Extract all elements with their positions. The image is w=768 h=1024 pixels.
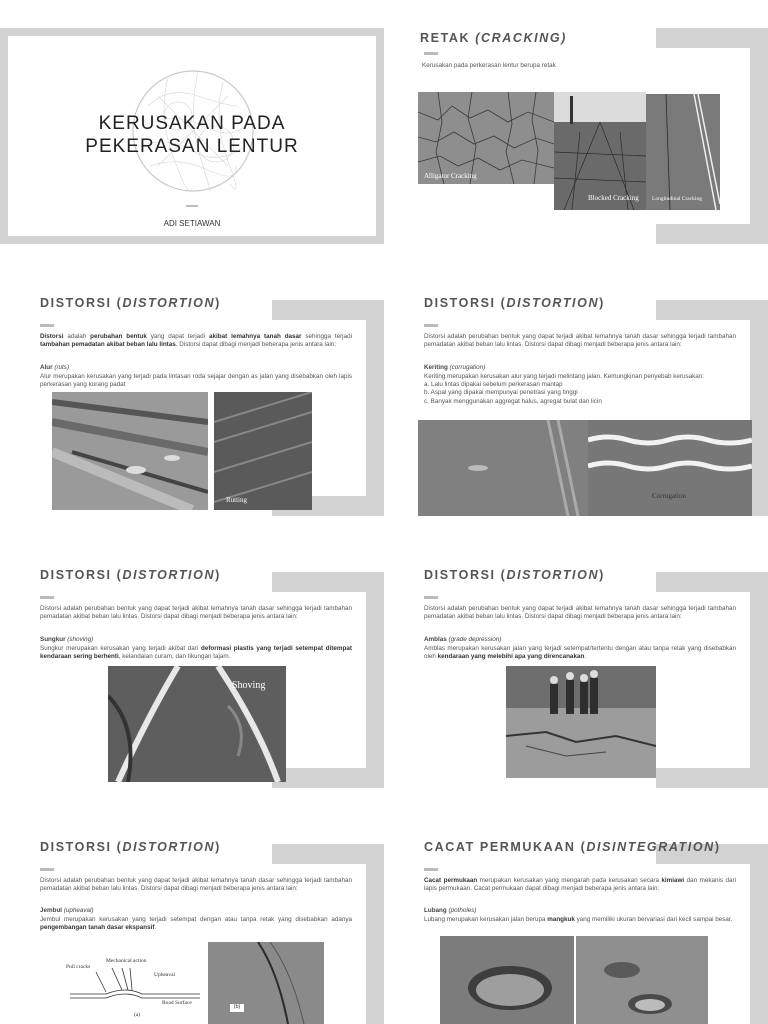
slide-title: DISTORSI (DISTORTION) — [40, 568, 221, 582]
lubang-heading: Lubang (potholes) — [424, 907, 477, 914]
photo-grade-depression — [506, 666, 656, 778]
cover-title-line-2: PEKERASAN LENTUR — [85, 136, 299, 157]
photo-rutting — [214, 392, 312, 510]
cover-title-line-1: KERUSAKAN PADA — [98, 113, 286, 134]
slide-title: CACAT PERMUKAAN (DISINTEGRATION) — [424, 840, 721, 854]
diagram-label: Road Surface — [162, 1000, 192, 1006]
title-text: DISTORSI — [40, 568, 112, 582]
caption: Blocked Cracking — [588, 194, 639, 202]
title-dash — [424, 596, 438, 599]
photo-corrugation-wet — [418, 420, 588, 516]
title-italic: DISTORTION — [122, 296, 216, 310]
caption: Shoving — [232, 680, 266, 691]
list-item: a. Lalu lintas dipakai sebelum perkerasan mantap — [424, 381, 563, 389]
intro-text: Distorsi adalah perubahan bentuk yang dapat terjadi akibat lemahnya tanah dasar sehingga terjadi tambahan pemadatan akibat beban lalu lintas. Distorsi dapat dibagi menjadi beberapa jenis antara lain: — [424, 333, 736, 349]
photo-upheaval — [208, 942, 324, 1024]
alur-desc: Alur merupakan kerusakan yang terjadi pada lintasan roda sejajar dengan as jalan yang disebabkan oleh lapis perkerasan yang kurang padat — [40, 373, 352, 389]
photo-longitudinal-cracking — [646, 94, 720, 210]
title-dash — [40, 596, 54, 599]
slide-jembul — [0, 816, 384, 1024]
retak-desc: Kerusakan pada perkerasan lentur berupa retak — [422, 62, 556, 69]
title-text: DISTORSI — [424, 568, 496, 582]
list-item: b. Aspal yang dipakai mempunyai penetrasi yang tinggi — [424, 389, 578, 397]
title-dash — [40, 868, 54, 871]
slide-title: DISTORSI (DISTORTION) — [40, 296, 221, 310]
diagram-label: (b) — [230, 1004, 244, 1012]
slide-title — [420, 31, 567, 45]
photo-alligator-cracking — [418, 92, 554, 184]
cover-dash — [186, 205, 198, 207]
cover-author: ADI SETIAWAN — [163, 219, 221, 228]
amblas-heading: Amblas (grade depression) — [424, 636, 502, 643]
list-item: c. Banyak menggunakan aggregat halus, agregat bulat dan licin — [424, 397, 602, 405]
jembul-desc: Jembul merupakan kerusakan yang terjadi setempat dengan atau tanpa retak yang disebabkan adanya pengembangan tanah dasar ekspansif. — [40, 916, 352, 932]
slide-alur — [0, 272, 384, 544]
title-italic: DISTORTION — [506, 568, 600, 582]
caption: Longitudinal Cracking — [652, 196, 702, 202]
intro-text: Cacat permukaan merupakan kerusakan yang mengarah pada kerusakan secara kimiawi dan mekanis dari lapis permukaan. Cacat permukaan dapat dibagi menjadi beberapa jenis antara lain: — [424, 877, 737, 893]
caption: Corrugation — [652, 492, 686, 500]
intro-text: Distorsi adalah perubahan bentuk yang dapat terjadi akibat lemahnya tanah dasar sehingga terjadi tambahan pemadatan akibat beban lalu lintas. Distorsi dapat dibagi menjadi beberapa jenis antara lain: — [40, 877, 352, 893]
upheaval-diagram — [66, 942, 204, 1024]
title-text: DISTORSI — [40, 296, 112, 310]
caption: Rutting — [226, 496, 248, 504]
sungkur-desc: Sungkur merupakan kerusakan yang terjadi akibat dari deformasi plastis yang terjadi setempat ditempat kendaraan sering berhenti, kelandaian curam, dan tikungan tajam. — [40, 645, 352, 661]
title-italic: (CRACKING) — [475, 31, 567, 45]
intro-text: Distorsi adalah perubahan bentuk yang dapat terjadi akibat lemahnya tanah dasar sehingga terjadi tambahan pemadatan akibat beban lalu lintas. Distorsi dapat dibagi menjadi beberapa jenis antara lain: — [40, 333, 352, 349]
keriting-heading: Keriting (corrugation) — [424, 364, 486, 371]
keriting-desc: Keriting merupakan kerusakan alur yang terjadi melintang jalan. Kemungkinan penyebab kerusakan: a. Lalu lintas dipakai sebelum perkerasan mantap b. Aspal yang dipakai mempunyai penetrasi yang tinggi c. Banyak menggunakan aggregat halus, agregat bulat dan licin — [424, 373, 736, 406]
photo-blocked-cracking — [554, 92, 646, 210]
intro-text: Distorsi adalah perubahan bentuk yang dapat terjadi akibat lemahnya tanah dasar sehingga terjadi tambahan pemadatan akibat beban lalu lintas. Distorsi dapat dibagi menjadi beberapa jenis antara lain: — [40, 605, 352, 621]
diagram-label: Upheaval — [154, 972, 176, 978]
title-dash — [424, 52, 438, 55]
slide-retak — [384, 0, 768, 272]
title-italic: DISINTEGRATION — [586, 840, 715, 854]
caption: Alligator Cracking — [424, 172, 477, 180]
title-dash — [424, 868, 438, 871]
slide-sungkur — [0, 544, 384, 816]
sungkur-heading: Sungkur (shoving) — [40, 636, 94, 643]
diagram-label: (a) — [134, 1012, 141, 1018]
title-italic: DISTORTION — [122, 568, 216, 582]
title-dash — [424, 324, 438, 327]
title-italic: DISTORTION — [506, 296, 600, 310]
amblas-desc: Amblas merupakan kerusakan jalan yang terjadi setempat/tertentu dengan atau tanpa retak yang disebabkan oleh kendaraan yang melebihi apa yang direncanakan. — [424, 645, 736, 661]
cover-title — [40, 112, 344, 158]
lubang-desc: Lubang merupakan kerusakan jalan berupa mangkuk yang memiliki ukuran bervariasi dari kecil sampai besar. — [424, 916, 733, 923]
photo-pothole-1 — [440, 936, 574, 1024]
title-dash — [40, 324, 54, 327]
photo-corrugation — [588, 420, 752, 516]
title-text: CACAT PERMUKAAN — [424, 840, 576, 854]
slide-cacat-permukaan — [384, 816, 768, 1024]
slide-title: DISTORSI (DISTORTION) — [424, 568, 605, 582]
slide-cover — [0, 0, 384, 272]
diagram-label: Pull cracks — [66, 964, 91, 970]
title-text: RETAK — [420, 31, 471, 45]
title-italic: DISTORTION — [122, 840, 216, 854]
slide-title: DISTORSI (DISTORTION) — [40, 840, 221, 854]
slide-keriting — [384, 272, 768, 544]
photo-pothole-2 — [576, 936, 708, 1024]
title-text: DISTORSI — [40, 840, 112, 854]
slide-title: DISTORSI (DISTORTION) — [424, 296, 605, 310]
photo-ruts-road — [52, 392, 208, 510]
alur-heading: Alur (ruts) — [40, 364, 70, 371]
intro-text: Distorsi adalah perubahan bentuk yang dapat terjadi akibat lemahnya tanah dasar sehingga terjadi tambahan pemadatan akibat beban lalu lintas. Distorsi dapat dibagi menjadi beberapa jenis antara lain: — [424, 605, 736, 621]
photo-shoving — [108, 666, 286, 782]
title-text: DISTORSI — [424, 296, 496, 310]
diagram-label: Mechanical action — [106, 958, 147, 964]
jembul-heading: Jembul (upheaval) — [40, 907, 94, 914]
slide-amblas — [384, 544, 768, 816]
